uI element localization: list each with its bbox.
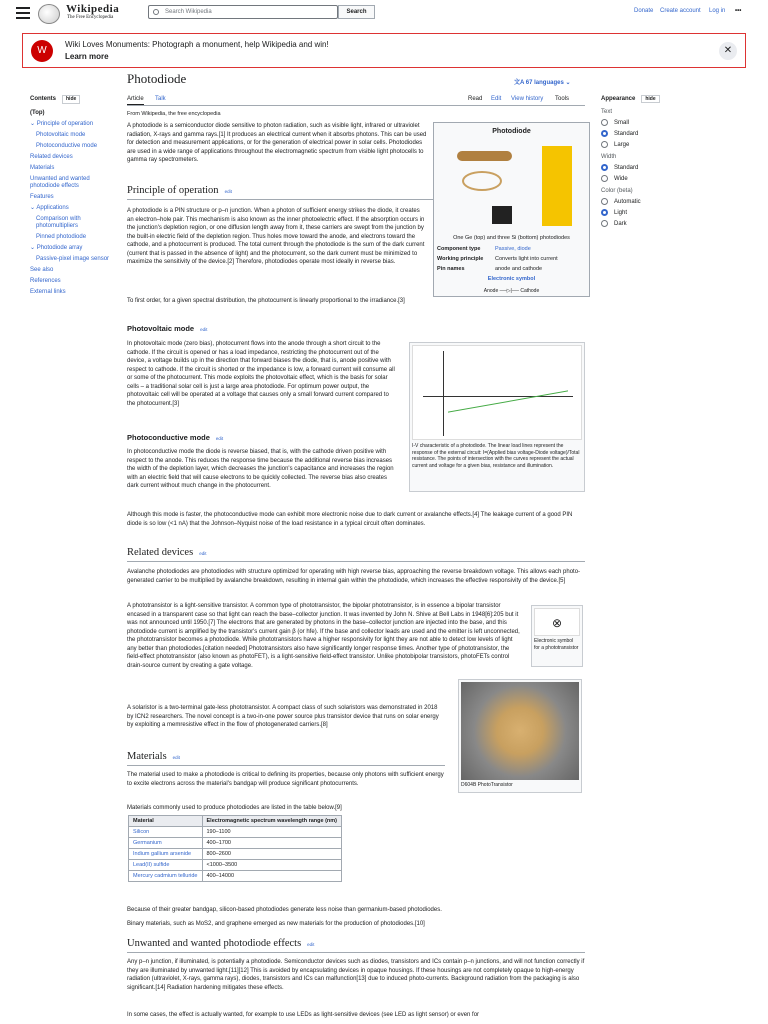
main-menu-icon[interactable] — [16, 7, 30, 19]
infobox-title: Photodiode — [492, 128, 531, 135]
toc-item-references[interactable]: References — [30, 278, 61, 284]
infobox-row: Pin names anode and cathode — [437, 266, 543, 272]
paragraph: Although this mode is faster, the photoconductive mode can exhibit more electronic noise due to dark current or avalanche effects.[4] The leakage current of a good PIN diode is so low (<1 nA) that the Johnson–Nyquist noise of the load resistance in a typical circuit often dominates. — [127, 512, 573, 527]
figure-caption: I-V characteristic of a photodiode. The linear load lines represent the response of the external circuit: I=(Applied bias voltage-Diode voltage)/Total resistance. The points of intersection with the curves represent the actual current and voltage for a given bias, resistance and illumination. — [412, 443, 580, 469]
width-wide-radio[interactable]: Wide — [601, 175, 751, 182]
toc-item-unwanted[interactable]: Unwanted and wanted photodiode effects — [30, 176, 90, 189]
paragraph: A phototransistor is a light-sensitive transistor. A common type of phototransistor, the bipolar phototransistor, is in essence a bipolar transistor encased in a transparent case so that light can reach the base–collector junction. It was invented by John N. Shive at Bell Labs in 1948[6]:205 but it was not announced until 1950.[7] The electrons that are generated by photons in the base–collector junction are injected into the base, and this photodiode current is amplified by the transistor's current gain β (or hfe). If the base and collector leads are used and the emitter is left unconnected, the phototransistor becomes a photodiode. While phototransistors have a higher responsivity for light they are not able to detect low levels of light any better than photodiodes.[citation needed] Phototransistors also have significantly longer response times. Another type of phototransistor, the field-effect phototransistor (also known as photoFET), is a light-sensitive field-effect transistor. Unlike photobipolar transistors, photoFETs control drain-source current by creating a gate voltage. — [127, 603, 520, 669]
photodiode-image[interactable] — [437, 141, 586, 231]
language-button[interactable]: 文A 67 languages ⌄ — [514, 80, 571, 86]
toc-hide-button[interactable]: hide — [62, 95, 80, 104]
toc-item-array[interactable]: ⌄ Photodiode array — [30, 245, 83, 251]
banner-text: Wiki Loves Monuments: Photograph a monument, help Wikipedia and win! — [65, 39, 329, 49]
iv-characteristic-figure — [409, 342, 585, 492]
heading-photovoltaic: Photovoltaic mode edit — [127, 324, 208, 333]
tab-read[interactable]: Read — [468, 96, 483, 102]
infobox-row: Working principle Converts light into current — [437, 256, 558, 262]
paragraph: Because of their greater bandgap, silicon-based photodiodes generate less noise than germanium-based photodiodes. — [127, 907, 442, 913]
table-row — [129, 838, 342, 849]
material-cell[interactable]: Indium gallium arsenide — [129, 849, 203, 860]
range-cell: 400–1700 — [202, 838, 342, 849]
edit-link[interactable]: edit — [172, 755, 180, 760]
toc-item-passive-pixel[interactable]: Passive-pixel image sensor — [36, 256, 110, 262]
width-standard-radio[interactable]: Standard — [601, 164, 751, 171]
paragraph: Avalanche photodiodes are photodiodes with structure optimized for operating with high reverse bias, approaching the reverse breakdown voltage. This allows each photo-generated carrier to be multiplied by avalanche breakdown, resulting in internal gain within the photodiode, which increases the effective responsivity of the device.[5] — [127, 569, 581, 584]
toc-item-top[interactable]: (Top) — [30, 110, 45, 116]
more-options-icon[interactable]: ••• — [735, 8, 742, 14]
appearance-title: Appearance — [601, 96, 636, 102]
material-cell[interactable]: Mercury cadmium telluride — [129, 871, 203, 882]
paragraph: In photovoltaic mode (zero bias), photocurrent flows into the anode through a short circuit to the cathode. If the circuit is opened or has a load impedance, restricting the photocurrent out of the device, a voltage builds up in the direction that forward biases the diode, that is, anode positive with respect to cathode. If the circuit is shorted or the impedance is low, a forward current will consume all or some of the photocurrent. This mode exploits the photovoltaic effect, which is the basis for solar cells – a traditional solar cell is just a large area photodiode. For optimum power output, the photovoltaic cell will be operated at a voltage that causes only a small forward current compared to the photocurrent.[3] — [127, 341, 395, 407]
create-account-link[interactable]: Create account — [660, 8, 701, 14]
wikipedia-logo-icon[interactable] — [38, 4, 60, 24]
material-cell[interactable]: Silicon — [129, 827, 203, 838]
infobox — [433, 122, 590, 297]
electronic-symbol-label[interactable]: Electronic symbol — [487, 276, 536, 282]
toc-item-see-also[interactable]: See also — [30, 267, 54, 273]
tab-edit[interactable]: Edit — [491, 96, 502, 102]
edit-link[interactable]: edit — [199, 551, 207, 556]
notice-banner — [22, 33, 746, 68]
toc-title: Contents — [30, 96, 56, 102]
heading-principle: Principle of operation edit — [127, 187, 585, 200]
toc-item-features[interactable]: Features — [30, 194, 54, 200]
learn-more-link[interactable]: Learn more — [65, 51, 109, 61]
paragraph: The material used to make a photodiode is critical to defining its properties, because only photons with sufficient energy to excite electrons across the material's bandgap will produce significant photocurrents. — [127, 772, 444, 787]
donate-link[interactable]: Donate — [634, 8, 654, 14]
heading-unwanted: Unwanted and wanted photodiode effects edit — [127, 940, 585, 953]
range-cell: 190–1100 — [202, 827, 342, 838]
phototransistor-symbol-figure — [531, 605, 583, 667]
intro-paragraph: A photodiode is a semiconductor diode sensitive to photon radiation, such as visible light, infrared or ultraviolet radiation, X-rays and gamma rays.[1] It produces an electrical current when it absorbs photons. This can be used for detection and measurement applications, or for the generation of electrical power in solar cells. Photodiodes are used in a wide range of applications throughout the electromagnetic spectrum from visible light photocells to gamma ray spectrometers. — [127, 123, 427, 163]
toc-item-photoconductive[interactable]: Photoconductive mode — [36, 143, 98, 149]
toc-item-applications[interactable]: ⌄ Applications — [30, 205, 69, 211]
toc-item-comparison[interactable]: Comparison with photomultipliers — [36, 216, 81, 229]
toc-item-principle[interactable]: ⌄ Principle of operation — [30, 121, 94, 127]
infobox-row: Component type Passive, diode — [437, 246, 531, 252]
tools-menu[interactable]: Tools — [555, 96, 570, 102]
text-size-label: Text — [601, 109, 613, 115]
paragraph: Binary materials, such as MoS2, and graphene emerged as new materials for the production of photodiodes.[10] — [127, 921, 425, 927]
heading-photoconductive: Photoconductive mode edit — [127, 433, 224, 442]
phototransistor-photo-figure — [458, 679, 582, 793]
diode-symbol-icon: Anode ──▷|── Cathode — [483, 288, 540, 294]
edit-link[interactable]: edit — [307, 942, 315, 947]
page-title: Photodiode — [127, 71, 187, 86]
toc-item-pinned[interactable]: Pinned photodiode — [36, 234, 87, 240]
figure-caption: Electronic symbol for a phototransistor — [534, 638, 579, 651]
table-of-contents — [30, 95, 115, 300]
toc-item-photovoltaic[interactable]: Photovoltaic mode — [36, 132, 86, 138]
page-tabs — [127, 95, 585, 106]
tab-talk[interactable]: Talk — [155, 96, 166, 102]
heading-materials: Materials edit — [127, 753, 445, 766]
text-standard-radio[interactable]: Standard — [601, 130, 751, 137]
range-cell: 800–2600 — [202, 849, 342, 860]
color-label: Color (beta) — [601, 188, 633, 194]
wordmark[interactable]: Wikipedia — [66, 3, 120, 15]
materials-table — [128, 815, 342, 882]
table-row — [129, 849, 342, 860]
wlm-logo-icon: W — [31, 40, 53, 62]
paragraph: In some cases, the effect is actually wanted, for example to use LEDs as light-sensitive devices (see LED as light sensor) or even for — [127, 1012, 480, 1018]
figure-caption: D604B PhotoTransistor — [461, 782, 513, 788]
infobox-caption: One Ge (top) and three Si (bottom) photodiodes — [453, 235, 570, 241]
appearance-hide-button[interactable]: hide — [641, 95, 659, 103]
appearance-panel — [601, 95, 751, 231]
paragraph: A photodiode is a PIN structure or p–n junction. When a photon of sufficient energy strikes the diode, it creates an electron–hole pair. This mechanism is also known as the inner photoelectric effect. If the absorption occurs in the junction's depletion region, or one diffusion length away from it, these carriers are swept from the junction by the built-in electric field of the depletion region. Thus holes move toward the anode, and electrons toward the cathode, and a photocurrent is produced. The total current through the photodiode is the sum of the dark current (current that is passed in the absence of light) and the photocurrent, so the dark current must be minimized to maximize the sensitivity of the device.[2] Therefore, photodiodes operate most ideally in reverse bias. — [127, 208, 425, 265]
color-dark-radio[interactable]: Dark — [601, 220, 751, 227]
table-row — [129, 860, 342, 871]
phototransistor-symbol-icon[interactable]: ⊗ — [534, 608, 580, 636]
paragraph: Materials commonly used to produce photodiodes are listed in the table below.[9] — [127, 805, 342, 811]
edit-link[interactable]: edit — [200, 327, 208, 332]
tab-article[interactable]: Article — [127, 95, 144, 105]
heading-related: Related devices edit — [127, 549, 585, 562]
login-link[interactable]: Log in — [709, 8, 726, 14]
table-row — [129, 827, 342, 838]
text-large-radio[interactable]: Large — [601, 141, 751, 148]
material-cell[interactable]: Germanium — [129, 838, 203, 849]
header — [0, 0, 768, 28]
tagline: The Free Encyclopedia — [67, 15, 114, 20]
color-light-radio[interactable]: Light — [601, 209, 751, 216]
text-small-radio[interactable]: Small — [601, 119, 751, 126]
table-header: Material — [129, 816, 203, 827]
edit-link[interactable]: edit — [215, 436, 224, 441]
edit-link[interactable]: edit — [224, 189, 232, 194]
material-cell[interactable]: Lead(II) sulfide — [129, 860, 203, 871]
search-input[interactable]: Search Wikipedia — [148, 5, 338, 19]
toc-item-materials[interactable]: Materials — [30, 165, 55, 171]
phototransistor-photo[interactable] — [461, 682, 579, 780]
toc-item-related[interactable]: Related devices — [30, 154, 73, 160]
tab-history[interactable]: View history — [511, 96, 544, 102]
paragraph: To first order, for a given spectral distribution, the photocurrent is linearly proportional to the irradiance.[3] — [127, 298, 405, 304]
close-icon[interactable]: ✕ — [719, 42, 737, 60]
paragraph: Any p–n junction, if illuminated, is potentially a photodiode. Semiconductor devices such as diodes, transistors and ICs contain p–n junctions, and will not function correctly if they are illuminated by unwanted light.[11][12] This is avoided by encapsulating devices in opaque housings. If these housings are not completely opaque to high-energy radiation (ultraviolet, X-rays, gamma rays), diodes, transistors and ICs can malfunction[13] due to induced photo-currents. Background radiation from the packaging is also significant.[14] Radiation hardening mitigates these effects. — [127, 959, 585, 991]
color-automatic-radio[interactable]: Automatic — [601, 198, 751, 205]
table-header: Electromagnetic spectrum wavelength range (nm) — [202, 816, 342, 827]
subtitle: From Wikipedia, the free encyclopedia — [127, 111, 221, 117]
paragraph: In photoconductive mode the diode is reverse biased, that is, with the cathode driven positive with respect to the anode. This reduces the response time because the additional reverse bias increases the width of the depletion layer, which decreases the junction's capacitance and increases the region with an electric field that will cause electrons to be quickly collected. The reverse bias also creates dark current without much change in the photocurrent. — [127, 449, 394, 489]
table-row — [129, 871, 342, 882]
search-icon — [153, 9, 159, 15]
width-label: Width — [601, 154, 617, 160]
search-button[interactable]: Search — [338, 5, 375, 19]
range-cell: 400–14000 — [202, 871, 342, 882]
iv-graph-image[interactable] — [412, 345, 582, 440]
paragraph: A solaristor is a two-terminal gate-less phototransistor. A compact class of such solaristors was demonstrated in 2018 by ICN2 researchers. The novel concept is a two-in-one power source plus transistor device that runs on solar energy by exploiting a memresistive effect in the flow of photogenerated carriers.[8] — [127, 705, 439, 728]
toc-item-external[interactable]: External links — [30, 289, 66, 295]
range-cell: <1000–3500 — [202, 860, 342, 871]
